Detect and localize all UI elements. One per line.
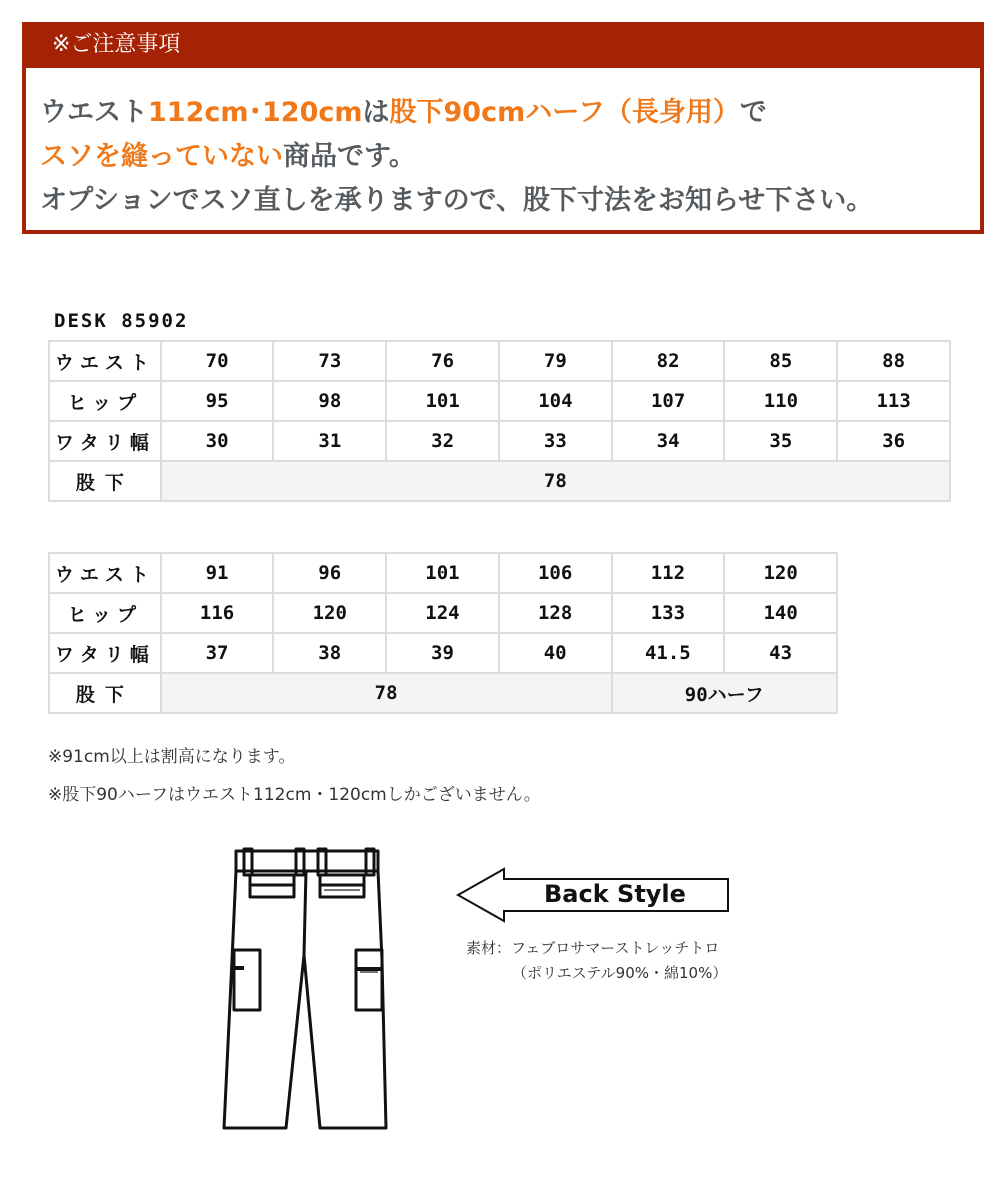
- notice-line-2: [40, 134, 416, 173]
- table-cell: 112: [612, 553, 725, 593]
- table-cell: 96: [273, 553, 386, 593]
- table-row: [49, 673, 837, 713]
- back-style-label: Back Style: [544, 880, 686, 908]
- table-row: [49, 381, 950, 421]
- table-cell: 34: [612, 421, 725, 461]
- table-cell: 38: [273, 633, 386, 673]
- row-label-waist: ウエスト: [49, 341, 161, 381]
- table-cell: 40: [499, 633, 612, 673]
- table-cell: 110: [724, 381, 837, 421]
- table-cell: 107: [612, 381, 725, 421]
- table-cell: 120: [724, 553, 837, 593]
- table-cell: 104: [499, 381, 612, 421]
- table-cell: 140: [724, 593, 837, 633]
- table-cell: 41.5: [612, 633, 725, 673]
- table-cell: 95: [161, 381, 274, 421]
- table-cell: 43: [724, 633, 837, 673]
- table-cell: 88: [837, 341, 950, 381]
- table-cell: 37: [161, 633, 274, 673]
- row-label-inseam: 股下: [49, 461, 161, 501]
- pants-back-illustration: [220, 845, 400, 1135]
- note-surcharge: ※91cm以上は割高になります。: [48, 747, 296, 767]
- row-label-hip: ヒップ: [49, 593, 161, 633]
- table-cell: 39: [386, 633, 499, 673]
- table-cell: 73: [273, 341, 386, 381]
- material-composition: （ポリエステル90%・綿10%）: [512, 964, 728, 982]
- notice-box: [22, 22, 984, 234]
- notice-body: [26, 68, 980, 230]
- notice-line-1: [40, 90, 767, 129]
- row-label-inseam: 股下: [49, 673, 161, 713]
- table-cell: 133: [612, 593, 725, 633]
- table-row: [49, 461, 950, 501]
- table-row: [49, 341, 950, 381]
- table-cell: 70: [161, 341, 274, 381]
- table-cell: 33: [499, 421, 612, 461]
- table-row: [49, 633, 837, 673]
- table-cell: 101: [386, 381, 499, 421]
- model-number: DESK 85902: [54, 310, 189, 332]
- table-cell: 32: [386, 421, 499, 461]
- table-cell: 30: [161, 421, 274, 461]
- table-cell: 76: [386, 341, 499, 381]
- row-label-hip: ヒップ: [49, 381, 161, 421]
- table-row: [49, 593, 837, 633]
- table-cell: 90ハーフ: [612, 673, 838, 713]
- notice-highlight: スソを縫っていない: [40, 141, 283, 172]
- size-table-regular: [48, 340, 951, 502]
- table-cell: 113: [837, 381, 950, 421]
- table-cell: 31: [273, 421, 386, 461]
- notice-highlight: 股下90cmハーフ（長身用）: [389, 97, 740, 128]
- table-cell: 116: [161, 593, 274, 633]
- table-cell: 78: [161, 673, 612, 713]
- notice-text: 商品です。: [283, 141, 416, 172]
- notice-line-3: オプションでスソ直しを承りますので、股下寸法をお知らせ下さい。: [40, 185, 874, 216]
- row-label-thigh: ワタリ幅: [49, 421, 161, 461]
- table-cell: 78: [161, 461, 950, 501]
- notice-highlight: 112cm･120cm: [148, 97, 363, 128]
- row-label-thigh: ワタリ幅: [49, 633, 161, 673]
- table-cell: 91: [161, 553, 274, 593]
- table-cell: 120: [273, 593, 386, 633]
- table-cell: 128: [499, 593, 612, 633]
- table-cell: 98: [273, 381, 386, 421]
- notice-text: で: [739, 97, 767, 128]
- note-inseam-90: ※股下90ハーフはウエスト112cm・120cmしかございません。: [48, 785, 541, 805]
- table-cell: 124: [386, 593, 499, 633]
- table-row: [49, 421, 950, 461]
- row-label-waist: ウエスト: [49, 553, 161, 593]
- size-table-large: [48, 552, 838, 714]
- notice-header: ※ご注意事項: [52, 32, 181, 57]
- table-cell: 85: [724, 341, 837, 381]
- table-cell: 101: [386, 553, 499, 593]
- notice-text: は: [362, 97, 390, 128]
- notice-text: ウエスト: [40, 97, 148, 128]
- table-cell: 82: [612, 341, 725, 381]
- table-cell: 79: [499, 341, 612, 381]
- table-cell: 35: [724, 421, 837, 461]
- table-cell: 36: [837, 421, 950, 461]
- table-row: [49, 553, 837, 593]
- material-text: 素材：フェブロサマーストレッチトロ: [466, 939, 720, 957]
- table-cell: 106: [499, 553, 612, 593]
